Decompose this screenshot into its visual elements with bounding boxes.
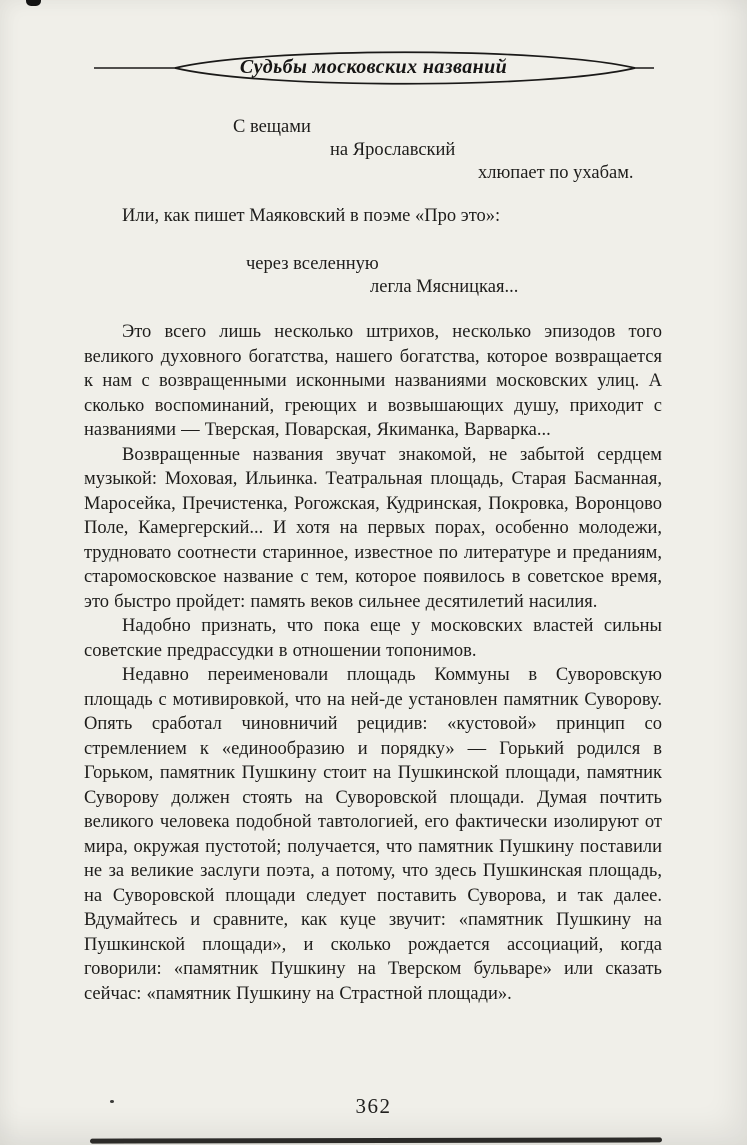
verse-line: на Ярославский <box>330 140 456 160</box>
page-number: 362 <box>355 1094 392 1118</box>
text-column <box>84 116 662 1006</box>
paragraph: Недавно переименовали площадь Коммуны в Суворовскую площадь с мотивировкой, что на ней-де установлен памятник Суворову. Опять сработал чиновничий рецидив: «кустовой» принцип со стремлением к «единообразию и порядку» — Горький родился в Горьком, памятник Пушкину стоит на Пушкинской площади, памятник Суворову должен стоять на Суворовской площади. Думая почтить великого человека подобной тавтологией, его фактически изолируют от мира, окружая пустотой; получается, что памятник Пушкину поставили не за великие заслуги поэта, а потому, что здесь Пушкинская площадь, на Суворовской площади следует поставить Суворова, и так далее. Вдумайтесь и сравните, как куце звучит: «памятник Пушкину на Пушкинской площади», и сколько рождается ассоциаций, когда говорили: «памятник Пушкину на Тверском бульваре» или сказать сейчас: «памятник Пушкину на Страстной площади». <box>84 665 662 1004</box>
verse-line: хлюпает по ухабам. <box>478 163 634 183</box>
paragraph: Надобно признать, что пока еще у московских властей сильны советские предрассудки в отношении топонимов. <box>84 616 662 661</box>
page-header-title: Судьбы московских названий <box>239 55 508 78</box>
header-ornament <box>94 46 654 90</box>
scan-speck-top <box>26 0 41 6</box>
verse-line: С вещами <box>233 117 311 137</box>
paragraph: Это всего лишь несколько штрихов, несколько эпизодов того великого духовного богатства, нашего богатства, которое возвращается к нам с возвращенными исконными названиями московских улиц. А сколько воспоминаний, греющих и возвышающих душу, приходит с названиями — Тверская, Поварская, Якиманка, Варварка... <box>84 322 662 440</box>
scan-bar-bottom <box>90 1137 662 1143</box>
verse-line: легла Мясницкая... <box>370 277 519 297</box>
verse-line: через вселенную <box>246 254 379 274</box>
intro-line: Или, как пишет Маяковский в поэме «Про это»: <box>122 206 501 226</box>
body-text <box>84 320 662 1006</box>
paragraph: Возвращенные названия звучат знакомой, не забытой сердцем музыкой: Моховая, Ильинка. Театральная площадь, Старая Басманная, Маросейка, Пречистенка, Рогожская, Кудринская, Покровка, Воронцово Поле, Камергерский... И хотя на первых порах, особенно молодежи, трудновато соотнести старинное, известное по литературе и преданиям, старомосковское название с тем, которое появилось в советское время, это быстро пройдет: память веков сильнее десятилетий насилия. <box>84 444 662 612</box>
verse-block-2 <box>84 253 662 299</box>
verse-block-1 <box>84 116 662 185</box>
